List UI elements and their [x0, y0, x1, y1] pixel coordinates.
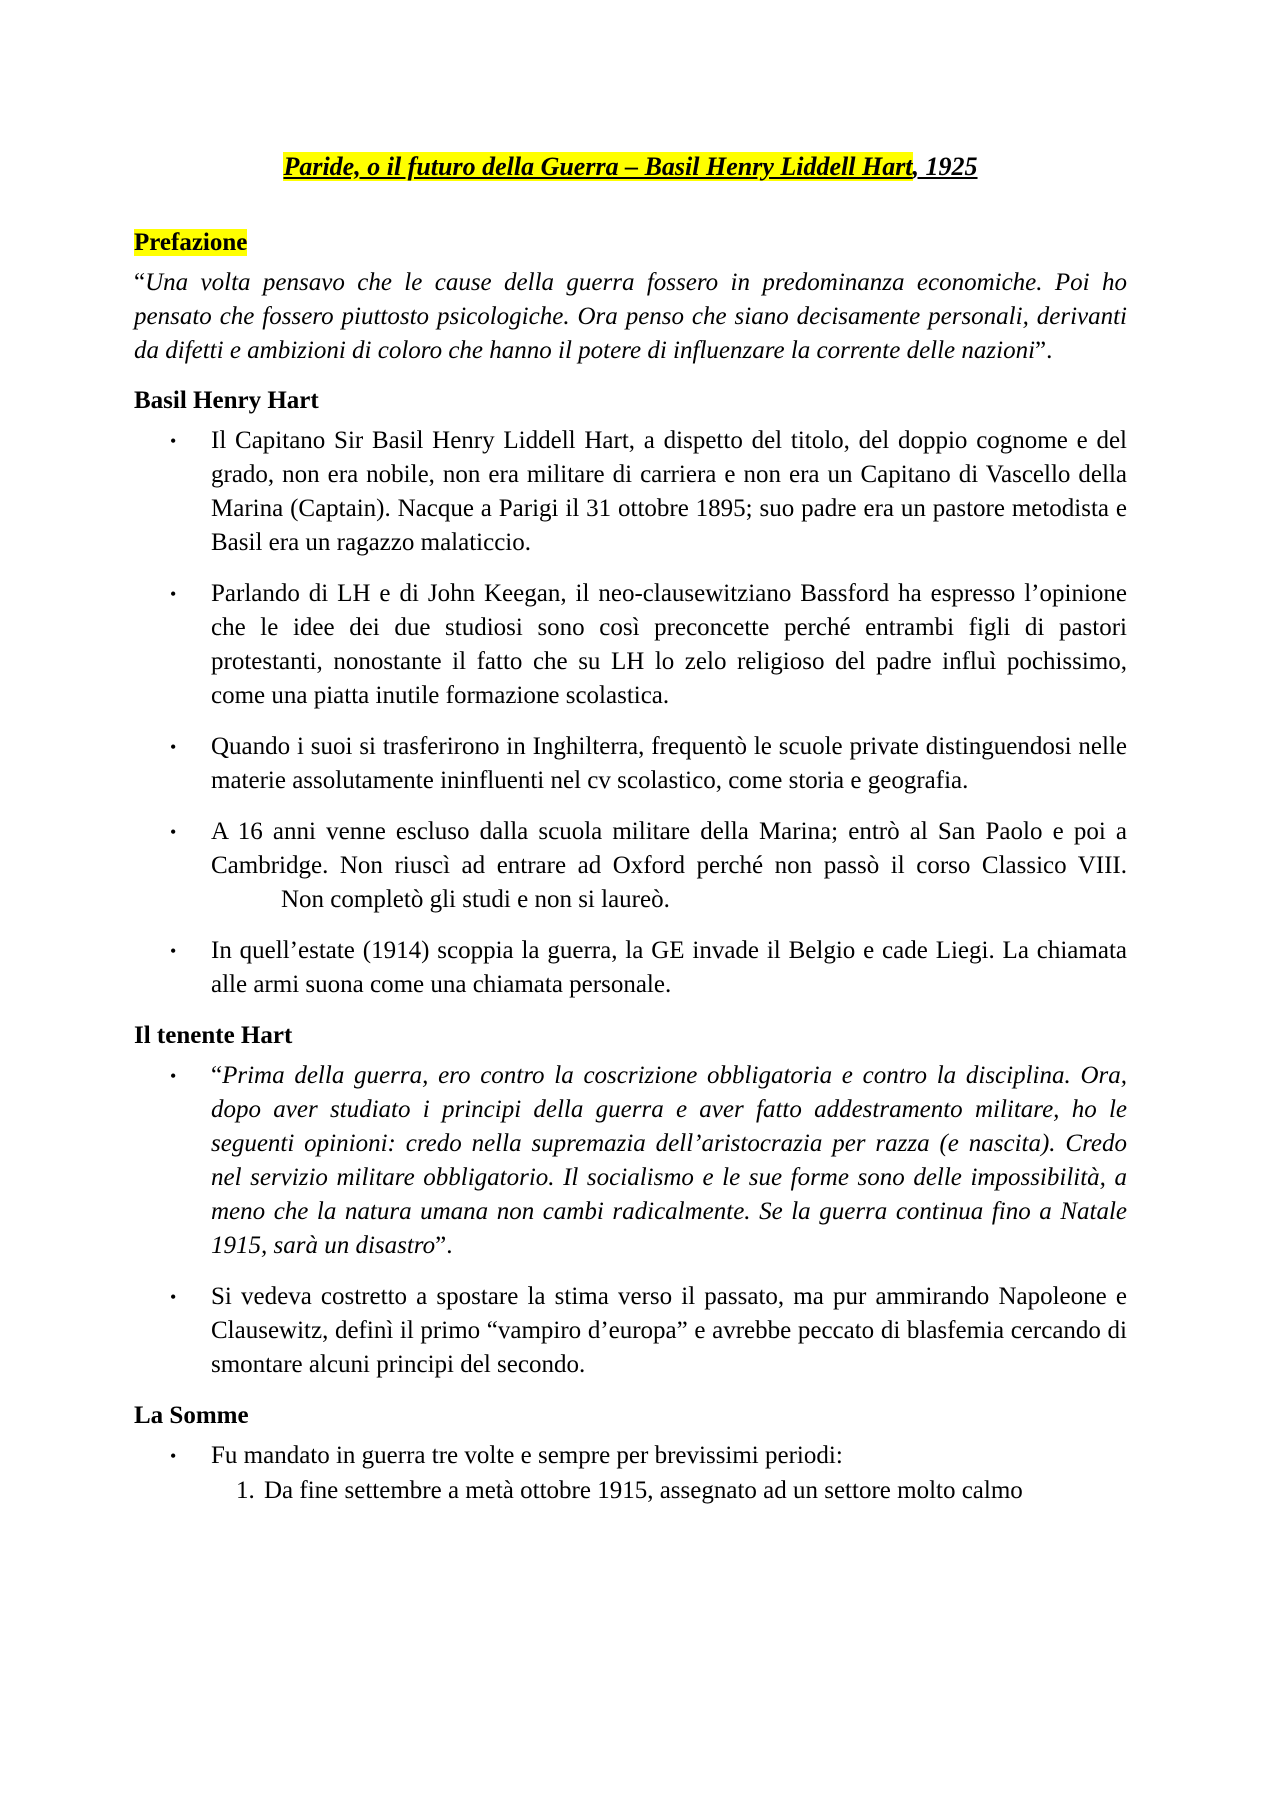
bullet-icon: •	[170, 1446, 177, 1466]
list-item-text: Il Capitano Sir Basil Henry Liddell Hart, a dispetto del titolo, del doppio cognome e del grado, non era nobile, non era militare di carriera e non era un Capitano di Vascello della Marina (Captain). Nacque a Parigi il 31 ottobre 1895; suo padre era un pastore metodista e Basil era un ragazzo malaticcio.	[211, 427, 1127, 556]
heading-basil: Basil Henry Hart	[134, 387, 319, 414]
heading-somme: La Somme	[134, 1402, 249, 1429]
item-number: 1.	[236, 1477, 255, 1504]
list-item-text-tail: Non completò gli studi e non si laureò.	[281, 886, 670, 913]
bullet-icon: •	[170, 1287, 177, 1307]
quote-close-mark: ”.	[435, 1232, 453, 1259]
quote-close-mark: ”.	[1035, 337, 1053, 364]
list-item-text: Fu mandato in guerra tre volte e sempre per brevissimi periodi:	[211, 1442, 843, 1469]
somme-numbered-list	[134, 1474, 1127, 1508]
bullet-icon: •	[170, 822, 177, 842]
list-item	[134, 424, 1127, 560]
bullet-icon: •	[170, 737, 177, 757]
list-item-text: Quando i suoi si trasferirono in Inghilterra, frequentò le scuole private distinguendosi nelle materie assolutamente ininfluenti nel cv scolastico, come storia e geografia.	[211, 733, 1127, 794]
quote-open-mark: “	[134, 269, 146, 296]
list-item	[134, 730, 1127, 798]
bullet-icon: •	[170, 584, 177, 604]
prefazione-quote	[134, 266, 1127, 368]
quote-open-mark: “	[211, 1062, 223, 1089]
title-main: Paride, o il futuro della Guerra – Basil Henry Liddell Hart	[283, 152, 913, 181]
list-item	[134, 1280, 1127, 1382]
list-item-text: Si vedeva costretto a spostare la stima verso il passato, ma pur ammirando Napoleone e Clausewitz, definì il primo “vampiro d’europa” e avrebbe peccato di blasfemia cercando di smontare alcuni principi del secondo.	[211, 1283, 1127, 1378]
list-item-text: Parlando di LH e di John Keegan, il neo-clausewitziano Bassford ha espresso l’opinione che le idee dei due studiosi sono così preconcette perché entrambi figli di pastori protestanti, nonostante il fatto che su LH lo zelo religioso del padre influì pochissimo, come una piatta inutile formazione scolastica.	[211, 580, 1127, 709]
list-item	[134, 1439, 1127, 1473]
list-item	[134, 1059, 1127, 1263]
heading-prefazione-text: Prefazione	[134, 229, 248, 256]
numbered-item	[134, 1474, 1127, 1508]
tenente-bullet-list	[134, 1059, 1127, 1382]
document-title	[134, 150, 1127, 184]
heading-tenente: Il tenente Hart	[134, 1022, 293, 1049]
list-item	[134, 934, 1127, 1002]
basil-bullet-list	[134, 424, 1127, 1002]
tenente-quote-text: Prima della guerra, ero contro la coscrizione obbligatoria e contro la disciplina. Ora, dopo aver studiato i principi della guerra e aver fatto addestramento militare, ho le seguenti opinioni: credo nella supremazia dell’aristocrazia per razza (e nascita). Credo nel servizio militare obbligatorio. Il socialismo e le sue forme sono delle impossibilità, a meno che la natura umana non cambi radicalmente. Se la guerra continua fino a Natale 1915, sarà un disastro	[211, 1062, 1127, 1259]
bullet-icon: •	[170, 1066, 177, 1086]
title-year: , 1925	[912, 152, 978, 181]
bullet-icon: •	[170, 941, 177, 961]
list-item	[134, 815, 1127, 917]
list-item-text: A 16 anni venne escluso dalla scuola militare della Marina; entrò al San Paolo e poi a Cambridge. Non riuscì ad entrare ad Oxford perché non passò il corso Classico VIII.	[211, 818, 1127, 879]
bullet-icon: •	[170, 431, 177, 451]
somme-bullet-list	[134, 1439, 1127, 1473]
document-page	[134, 150, 1127, 1508]
list-item-text: In quell’estate (1914) scoppia la guerra, la GE invade il Belgio e cade Liegi. La chiamata alle armi suona come una chiamata personale.	[211, 937, 1127, 998]
list-item	[134, 577, 1127, 713]
heading-prefazione	[134, 226, 1127, 260]
prefazione-quote-text: Una volta pensavo che le cause della guerra fossero in predominanza economiche. Poi ho pensato che fossero piuttosto psicologiche. Ora penso che siano decisamente personali, derivanti da difetti e ambizioni di coloro che hanno il potere di influenzare la corrente delle nazioni	[134, 269, 1127, 364]
numbered-item-text: Da fine settembre a metà ottobre 1915, assegnato ad un settore molto calmo	[264, 1477, 1023, 1504]
